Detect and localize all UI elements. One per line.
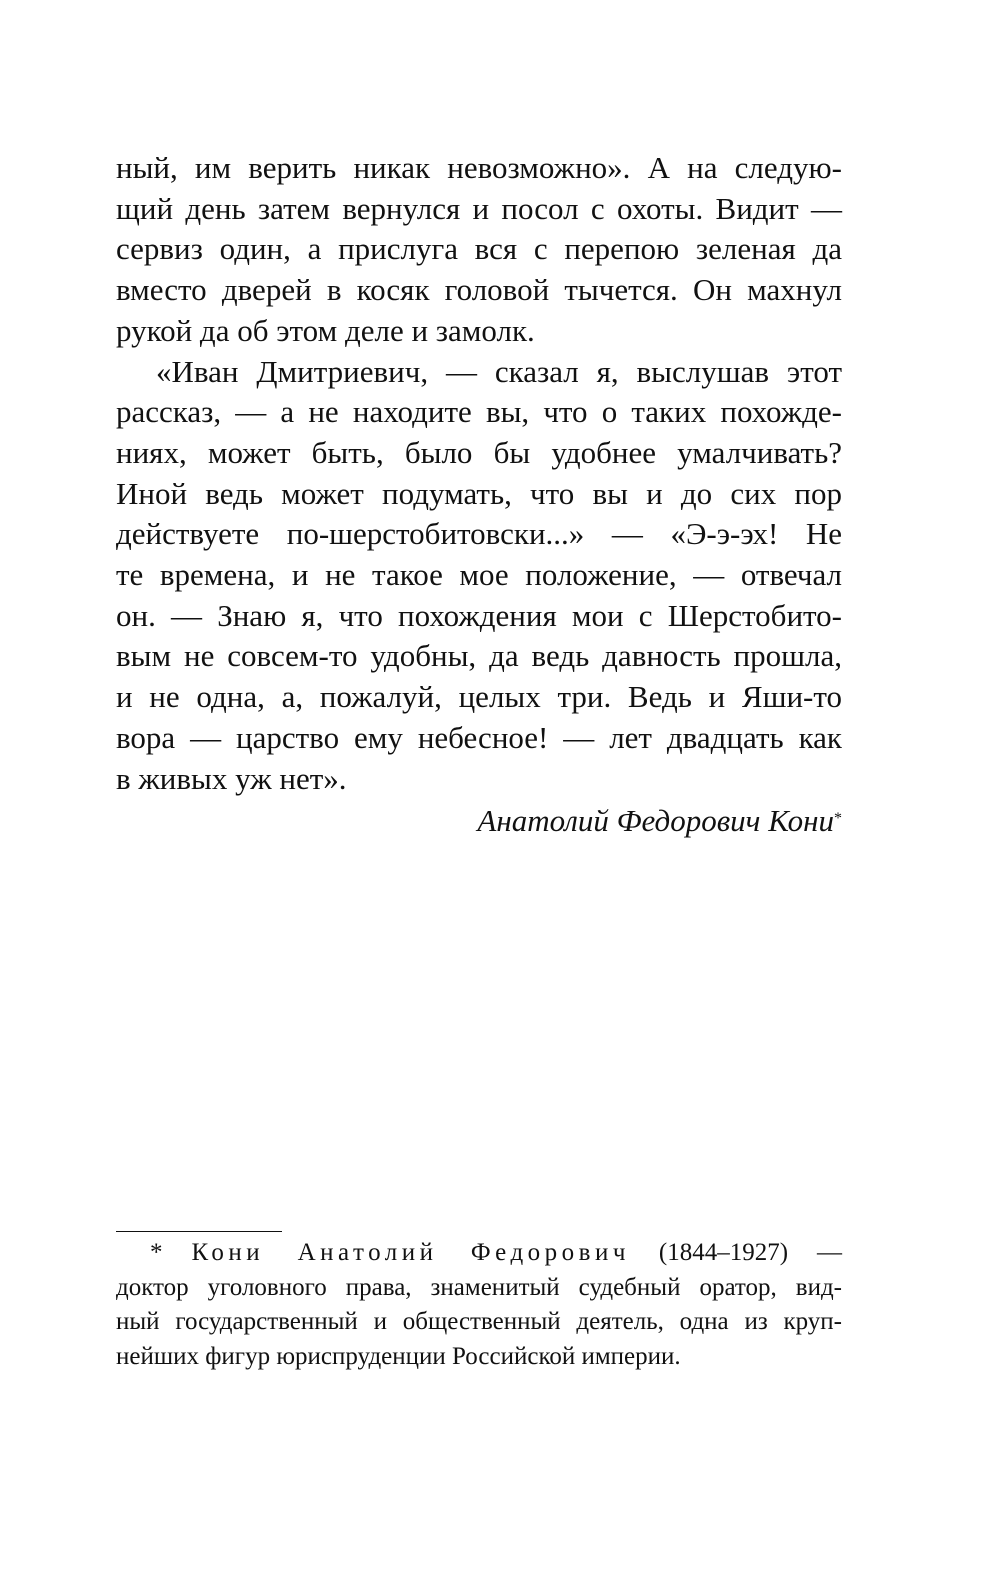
text-line: сервиз один, а прислуга вся с перепою зеленая да xyxy=(116,231,842,267)
footnote-dates: (1844–1927) — xyxy=(658,1239,842,1266)
author-name: Анатолий Федорович Кони xyxy=(477,803,834,839)
text-line: действуете по-шерстобитовски...» — «Э-э-эх! Не xyxy=(116,516,842,552)
text-line: рукой да об этом деле и замолк. xyxy=(116,312,535,348)
text-line: вым не совсем-то удобны, да ведь давность прошла, xyxy=(116,638,842,674)
text-line: и не одна, а, пожалуй, целых три. Ведь и Яши-то xyxy=(116,679,842,715)
author-attribution xyxy=(116,801,842,841)
text-line: рассказ, — а не находите вы, что о таких похожде- xyxy=(116,394,842,430)
text-line: «Иван Дмитриевич, — сказал я, выслушав этот xyxy=(156,353,842,389)
footnote-reference[interactable]: * xyxy=(834,810,842,828)
text-line: щий день затем вернулся и посол с охоты. Видит — xyxy=(116,190,842,226)
footnote xyxy=(116,1236,842,1374)
page-body xyxy=(116,148,842,841)
footnote-name: Кони Анатолий Федорович xyxy=(191,1239,630,1266)
text-line: ниях, может быть, было бы удобнее умалчивать? xyxy=(116,434,842,470)
text-line: в живых уж нет». xyxy=(116,760,347,796)
text-line: ный, им верить никак невозможно». А на следую- xyxy=(116,150,842,185)
footnote-marker: * xyxy=(150,1239,163,1266)
footnote-line: ный государственный и общественный деятель, одна из круп- xyxy=(116,1308,842,1335)
footnote-line: доктор уголовного права, знаменитый судебный оратор, вид- xyxy=(116,1273,842,1301)
text-line: вместо дверей в косяк головой тычется. Он махнул xyxy=(116,272,842,308)
text-line: Иной ведь может подумать, что вы и до сих пор xyxy=(116,475,842,511)
text-line: он. — Знаю я, что похождения мои с Шерстобито- xyxy=(116,597,842,633)
footnote-divider xyxy=(116,1231,282,1232)
text-line: вора — царство ему небесное! — лет двадцать как xyxy=(116,719,842,755)
text-line: те времена, и не такое мое положение, — отвечал xyxy=(116,557,842,593)
main-text xyxy=(116,148,842,799)
footnote-line: нейших фигур юриспруденции Российской империи. xyxy=(116,1342,681,1370)
footnote-first-line xyxy=(116,1236,842,1271)
